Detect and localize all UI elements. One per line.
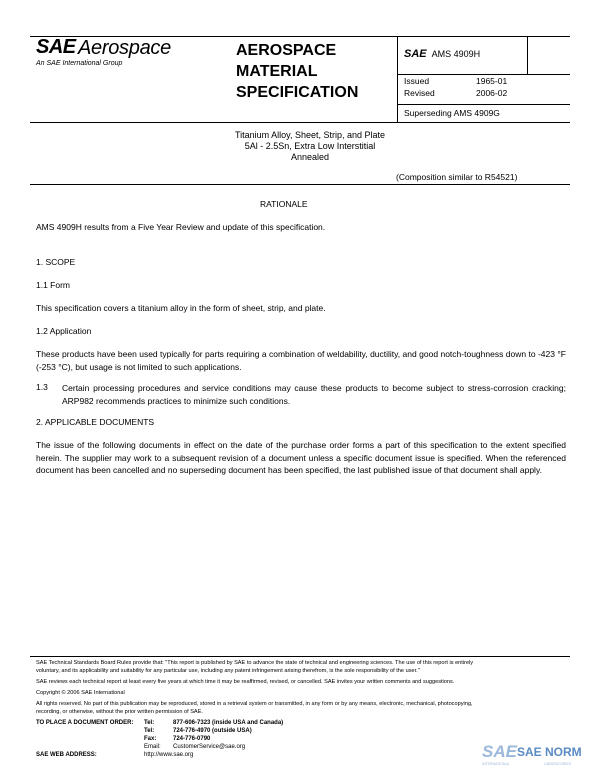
web-label: SAE WEB ADDRESS: (36, 752, 97, 758)
tel2-label: Tel: (144, 728, 155, 734)
footer-rule (30, 656, 570, 657)
logo-tagline: An SAE International Group (36, 60, 123, 67)
spec-title-line-2: MATERIAL (236, 63, 318, 80)
paragraph-1-3-number: 1.3 (36, 382, 48, 392)
watermark-sub-right: LABORATORIES (544, 762, 571, 766)
ams-number (404, 48, 480, 60)
header-bottom-rule (30, 122, 570, 123)
watermark-sub-left: INTERNATIONAL (482, 762, 510, 766)
paragraph-1-3-text: Certain processing procedures and service conditions may cause these products to become subject to stress-corrosion cracking; ARP982 recommends practices to minimize such conditions. (62, 383, 566, 406)
footer-rules-line-1: SAE Technical Standards Board Rules provide that: "This report is published by SAE to advance the state of technical and engineering sciences. The use of this report is entirely (36, 660, 474, 666)
spec-title-line-1: AEROSPACE (236, 42, 337, 59)
title-line-1: Titanium Alloy, Sheet, Strip, and Plate (234, 130, 386, 140)
applicable-documents-heading: 2. APPLICABLE DOCUMENTS (36, 417, 155, 427)
form-heading: 1.1 Form (36, 280, 71, 290)
superseding-note: Superseding AMS 4909G (404, 108, 500, 118)
title-rule (30, 184, 570, 185)
watermark-text: SAE NORM (517, 745, 582, 759)
fax-label: Fax: (144, 736, 157, 742)
scope-heading: 1. SCOPE (36, 257, 76, 267)
footer-rules-line-2: voluntary, and its applicability and suitability for any particular use, including any patent infringement arising therefrom, is the sole responsibility of the user." (36, 668, 420, 674)
footer-copyright: Copyright © 2006 SAE International (36, 690, 125, 696)
footer-rights-line-1: All rights reserved. No part of this publication may be reproduced, stored in a retrieval system or transmitted, in any form or by any means, electronic, mechanical, photocopying, (36, 701, 473, 707)
web-value[interactable]: http://www.sae.org (144, 752, 194, 758)
header-divider-small (527, 36, 528, 74)
header-divider-right (397, 36, 398, 122)
spec-title-line-3: SPECIFICATION (236, 84, 359, 101)
composition-note: (Composition similar to R54521) (396, 172, 518, 182)
revised-value: 2006-02 (476, 88, 508, 98)
ams-prefix: SAE (404, 48, 427, 60)
issued-label: Issued (404, 76, 430, 86)
tel-label: Tel: (144, 720, 155, 726)
footer-review: SAE reviews each technical report at least every five years at which time it may be reaffirmed, revised, or cancelled. SAE invites your written comments and suggestions. (36, 679, 455, 685)
spec-title (236, 40, 376, 103)
title-line-3: Annealed (290, 152, 330, 162)
rationale-text: AMS 4909H results from a Five Year Review and update of this specification. (36, 222, 326, 232)
rationale-heading: RATIONALE (260, 199, 308, 209)
ams-number-value: AMS 4909H (431, 49, 481, 59)
order-label: TO PLACE A DOCUMENT ORDER: (36, 720, 134, 726)
header-lower-rule (397, 104, 570, 105)
applicable-documents-text: The issue of the following documents in effect on the date of the purchase order forms a part of this specification to the extent specified herein. The supplier may work to a subsequent revision of a document unless a specific document issue is specified. When the referenced document has been cancelled and no superseding document has been specified, the last published issue of that document shall apply. (36, 440, 566, 475)
fax-value: 724-776-0790 (173, 736, 211, 742)
aerospace-logo-text: Aerospace (78, 37, 171, 59)
header-mid-rule (397, 74, 570, 75)
tel-value: 877-606-7323 (inside USA and Canada) (173, 720, 284, 726)
email-value[interactable]: CustomerService@sae.org (173, 744, 246, 750)
application-text: These products have been used typically for parts requiring a combination of weldability, ductility, and good notch-toughness down to -423 °F (-253 °C), but usage is not limited to such applications. (36, 349, 566, 372)
revised-label: Revised (404, 88, 435, 98)
footer-rights-line-2: recording, or otherwise, without the prior written permission of SAE. (36, 709, 203, 715)
watermark-mark: SAE (482, 742, 517, 761)
tel2-value: 724-776-4970 (outside USA) (173, 728, 252, 734)
title-line-2: 5Al - 2.5Sn, Extra Low Interstitial (244, 141, 376, 151)
email-label: Email: (144, 744, 161, 750)
document-title (160, 130, 460, 163)
issued-value: 1965-01 (476, 76, 508, 86)
form-text: This specification covers a titanium alloy in the form of sheet, strip, and plate. (36, 303, 326, 313)
sae-logo: SAE (36, 36, 76, 58)
application-heading: 1.2 Application (36, 326, 92, 336)
